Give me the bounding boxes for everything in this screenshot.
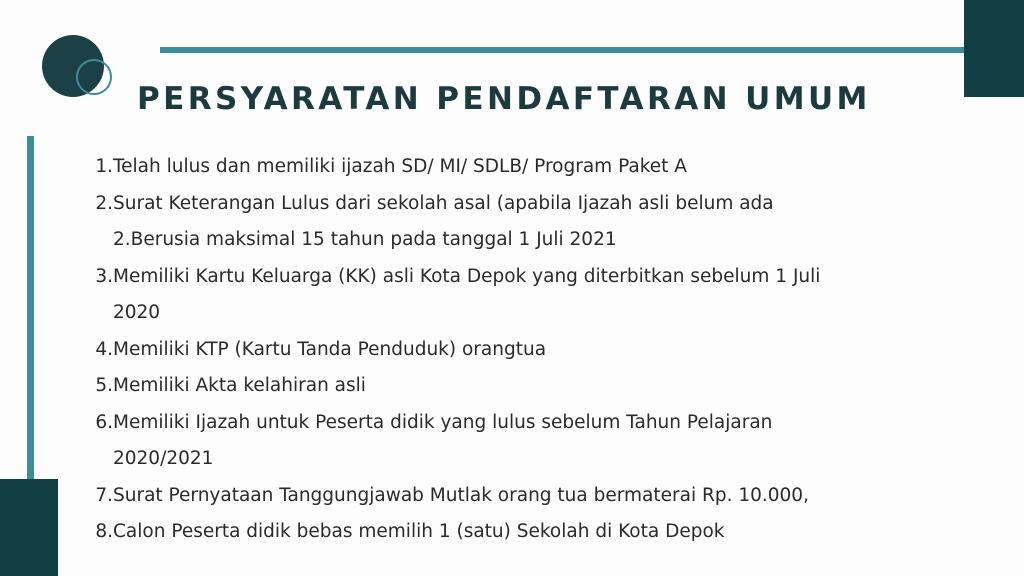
- list-text: 2020/2021: [113, 448, 214, 469]
- list-item: [86, 405, 946, 442]
- list-item-continued: [86, 295, 946, 332]
- list-number: 7.: [95, 484, 113, 506]
- top-accent-line: [160, 47, 1024, 53]
- list-number: 4.: [95, 338, 113, 360]
- list-item: [86, 368, 946, 405]
- list-number: 3.: [95, 265, 113, 287]
- list-text: Calon Peserta didik bebas memilih 1 (satu) Sekolah di Kota Depok: [113, 521, 725, 542]
- list-number: 6.: [95, 411, 113, 433]
- list-item-continued: [86, 222, 946, 259]
- list-item: [86, 259, 946, 296]
- list-item: [86, 478, 946, 515]
- list-item: [86, 514, 946, 551]
- top-right-block: [964, 0, 1024, 97]
- list-number: 2.: [95, 192, 113, 214]
- list-text: Surat Keterangan Lulus dari sekolah asal (apabila Ijazah asli belum ada: [113, 192, 774, 214]
- list-text: Memiliki Ijazah untuk Peserta didik yang lulus sebelum Tahun Pelajaran: [113, 411, 773, 433]
- list-text: 2.Berusia maksimal 15 tahun pada tanggal 1 Juli 2021: [113, 229, 617, 250]
- list-item: [86, 186, 946, 223]
- list-item-continued: [86, 441, 946, 478]
- page-title: PERSYARATAN PENDAFTARAN UMUM: [137, 81, 871, 117]
- list-text: Surat Pernyataan Tanggungjawab Mutlak orang tua bermaterai Rp. 10.000,: [113, 484, 809, 506]
- list-number: 8.: [95, 521, 113, 542]
- list-item: [86, 332, 946, 369]
- list-item: [86, 149, 946, 186]
- list-text: Memiliki KTP (Kartu Tanda Penduduk) orangtua: [113, 338, 547, 360]
- list-text: Memiliki Kartu Keluarga (KK) asli Kota Depok yang diterbitkan sebelum 1 Juli: [113, 265, 821, 287]
- bottom-left-block: [0, 479, 58, 576]
- requirements-list: [86, 149, 946, 551]
- list-text: Telah lulus dan memiliki ijazah SD/ MI/ SDLB/ Program Paket A: [113, 156, 687, 177]
- decorative-ring: [76, 59, 112, 95]
- list-number: 5.: [95, 375, 113, 396]
- list-number: 1.: [95, 156, 113, 177]
- list-text: 2020: [113, 302, 161, 323]
- list-text: Memiliki Akta kelahiran asli: [113, 375, 366, 396]
